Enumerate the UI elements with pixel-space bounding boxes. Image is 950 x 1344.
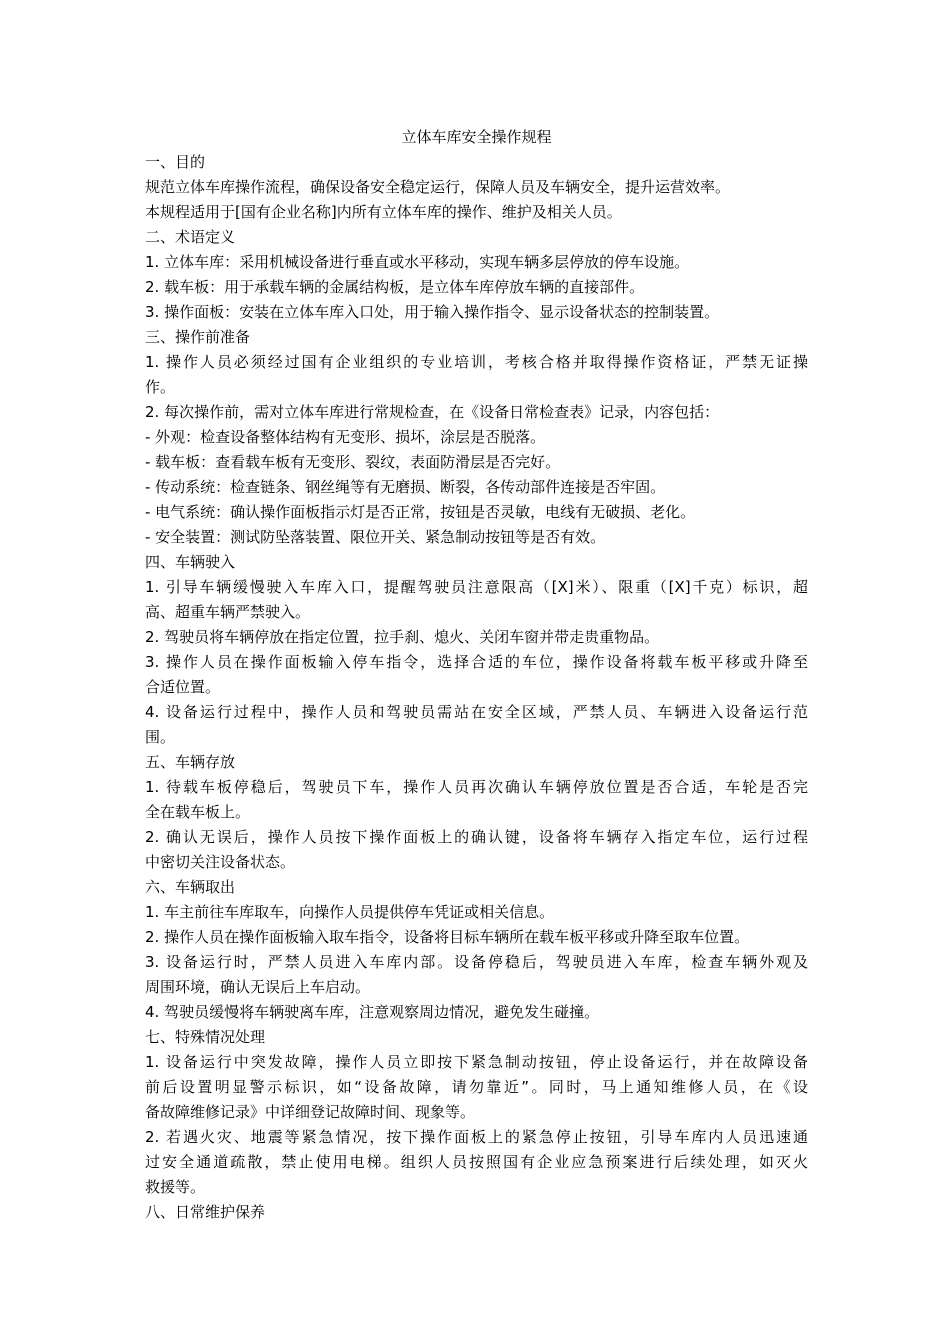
text-line: 4. 设备运行过程中，操作人员和驾驶员需站在安全区域，严禁人员、车辆进入设备运行范 <box>145 703 808 721</box>
list-item: 1. 车主前往车库取车，向操作人员提供停车凭证或相关信息。 <box>145 903 555 921</box>
section-heading-terms: 二、术语定义 <box>145 228 236 246</box>
section-heading-maintenance: 八、日常维护保养 <box>145 1203 266 1221</box>
section-heading-preparation: 三、操作前准备 <box>145 328 251 346</box>
text-line: 备故障维修记录》中详细登记故障时间、现象等。 <box>145 1103 476 1121</box>
list-item <box>145 1050 808 1125</box>
section-heading-special-situations: 七、特殊情况处理 <box>145 1028 266 1046</box>
text-line: 1. 引导车辆缓慢驶入车库入口，提醒驾驶员注意限高（[X]米）、限重（[X]千克）标识，超 <box>145 578 808 596</box>
text-line: 1. 设备运行中突发故障，操作人员立即按下紧急制动按钮，停止设备运行，并在故障设备 <box>145 1053 808 1071</box>
text-line: 2. 确认无误后，操作人员按下操作面板上的确认键，设备将车辆存入指定车位，运行过程 <box>145 828 808 846</box>
bullet-item: - 载车板：查看载车板有无变形、裂纹，表面防滑层是否完好。 <box>145 453 561 471</box>
bullet-item: - 安全装置：测试防坠落装置、限位开关、紧急制动按钮等是否有效。 <box>145 528 606 546</box>
paragraph: 本规程适用于[国有企业名称]内所有立体车库的操作、维护及相关人员。 <box>145 203 622 221</box>
text-line: 1. 操作人员必须经过国有企业组织的专业培训，考核合格并取得操作资格证，严禁无证操 <box>145 353 808 371</box>
section-heading-vehicle-entry: 四、车辆驶入 <box>145 553 236 571</box>
list-item <box>145 575 808 625</box>
text-line: 周围环境，确认无误后上车启动。 <box>145 978 371 996</box>
section-heading-purpose: 一、目的 <box>145 153 206 171</box>
text-line: 救援等。 <box>145 1178 206 1196</box>
list-item <box>145 825 808 875</box>
list-item <box>145 775 808 825</box>
list-item <box>145 350 808 400</box>
bullet-item: - 电气系统：确认操作面板指示灯是否正常，按钮是否灵敏，电线有无破损、老化。 <box>145 503 696 521</box>
list-item <box>145 650 808 700</box>
text-line: 围。 <box>145 728 176 746</box>
section-heading-vehicle-storage: 五、车辆存放 <box>145 753 236 771</box>
list-item: 2. 载车板：用于承载车辆的金属结构板，是立体车库停放车辆的直接部件。 <box>145 278 645 296</box>
text-line: 3. 设备运行时，严禁人员进入车库内部。设备停稳后，驾驶员进入车库，检查车辆外观及 <box>145 953 808 971</box>
list-item: 2. 每次操作前，需对立体车库进行常规检查，在《设备日常检查表》记录，内容包括： <box>145 403 720 421</box>
text-line: 2. 若遇火灾、地震等紧急情况，按下操作面板上的紧急停止按钮，引导车库内人员迅速通 <box>145 1128 808 1146</box>
list-item <box>145 1125 808 1200</box>
list-item <box>145 950 808 1000</box>
text-line: 合适位置。 <box>145 678 221 696</box>
list-item: 2. 操作人员在操作面板输入取车指令，设备将目标车辆所在载车板平移或升降至取车位置。 <box>145 928 750 946</box>
text-line: 作。 <box>145 378 176 396</box>
list-item: 2. 驾驶员将车辆停放在指定位置，拉手刹、熄火、关闭车窗并带走贵重物品。 <box>145 628 660 646</box>
text-line: 1. 待载车板停稳后，驾驶员下车，操作人员再次确认车辆停放位置是否合适，车轮是否完 <box>145 778 808 796</box>
bullet-item: - 外观：检查设备整体结构有无变形、损坏，涂层是否脱落。 <box>145 428 546 446</box>
list-item <box>145 700 808 750</box>
text-line: 过安全通道疏散，禁止使用电梯。组织人员按照国有企业应急预案进行后续处理，如灭火 <box>145 1153 808 1171</box>
text-line: 高、超重车辆严禁驶入。 <box>145 603 311 621</box>
text-line: 中密切关注设备状态。 <box>145 853 296 871</box>
text-line: 3. 操作人员在操作面板输入停车指令，选择合适的车位，操作设备将载车板平移或升降至 <box>145 653 808 671</box>
list-item: 3. 操作面板：安装在立体车库入口处，用于输入操作指令、显示设备状态的控制装置。 <box>145 303 720 321</box>
document-page <box>145 125 808 1225</box>
text-line: 前后设置明显警示标识，如“设备故障，请勿靠近”。同时，马上通知维修人员，在《设 <box>145 1078 808 1096</box>
paragraph: 规范立体车库操作流程，确保设备安全稳定运行，保障人员及车辆安全，提升运营效率。 <box>145 178 731 196</box>
list-item: 1. 立体车库：采用机械设备进行垂直或水平移动，实现车辆多层停放的停车设施。 <box>145 253 690 271</box>
document-title: 立体车库安全操作规程 <box>401 128 552 146</box>
section-heading-vehicle-retrieval: 六、车辆取出 <box>145 878 236 896</box>
text-line: 全在载车板上。 <box>145 803 251 821</box>
bullet-item: - 传动系统：检查链条、钢丝绳等有无磨损、断裂，各传动部件连接是否牢固。 <box>145 478 666 496</box>
list-item: 4. 驾驶员缓慢将车辆驶离车库，注意观察周边情况，避免发生碰撞。 <box>145 1003 600 1021</box>
